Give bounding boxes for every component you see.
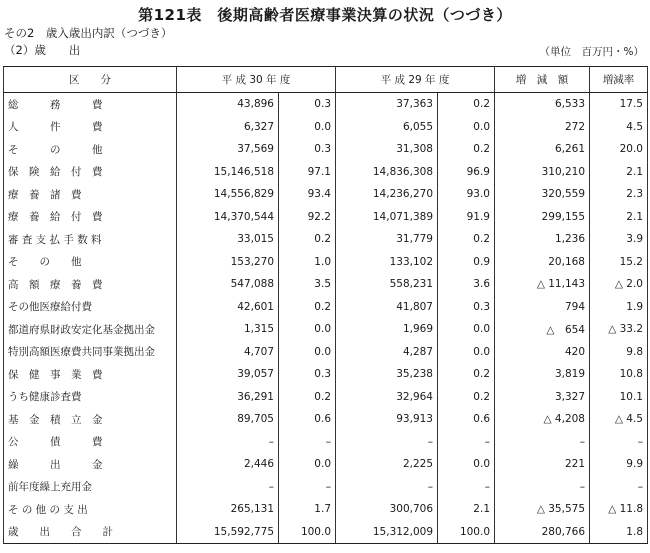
row-label: 療 養 諸 費 (4, 183, 177, 206)
row-label: 基 金 積 立 金 (4, 408, 177, 431)
value-h30: 89,705 (177, 408, 279, 431)
value-h29: 37,363 (336, 93, 438, 116)
change-amount: 280,766 (495, 521, 590, 544)
table-row (4, 93, 648, 116)
change-rate: △ 33.2 (590, 318, 648, 341)
change-rate: 9.8 (590, 341, 648, 364)
value-h30: 42,601 (177, 296, 279, 319)
table-row (4, 386, 648, 409)
table-row (4, 138, 648, 161)
share-h30: 0.0 (279, 116, 336, 139)
table-subtitle: （2）歳 出 (4, 43, 81, 57)
share-h30: – (279, 476, 336, 499)
row-label: その他医療給付費 (4, 296, 177, 319)
change-rate: – (590, 431, 648, 454)
change-amount: 6,261 (495, 138, 590, 161)
share-h30: 0.0 (279, 453, 336, 476)
unit-note: （単位 百万円・%） (539, 46, 644, 58)
change-rate: 2.1 (590, 161, 648, 184)
share-h30: 0.3 (279, 138, 336, 161)
value-h29: 300,706 (336, 498, 438, 521)
table-row (4, 341, 648, 364)
change-amount: 310,210 (495, 161, 590, 184)
table-row (4, 431, 648, 454)
share-h29: 3.6 (438, 273, 495, 296)
share-h29: 91.9 (438, 206, 495, 229)
value-h29: – (336, 476, 438, 499)
value-h30: 2,446 (177, 453, 279, 476)
row-label: 保 健 事 業 費 (4, 363, 177, 386)
table-header-row (4, 67, 648, 93)
change-amount: 299,155 (495, 206, 590, 229)
table-row (4, 273, 648, 296)
header-rate: 増減率 (590, 67, 648, 93)
share-h29: 93.0 (438, 183, 495, 206)
share-h29: 0.0 (438, 318, 495, 341)
table-row (4, 161, 648, 184)
value-h30: 1,315 (177, 318, 279, 341)
table-row (4, 251, 648, 274)
change-rate: 20.0 (590, 138, 648, 161)
row-label: そ の 他 の 支 出 (4, 498, 177, 521)
change-amount: – (495, 476, 590, 499)
value-h29: 14,236,270 (336, 183, 438, 206)
share-h29: 100.0 (438, 521, 495, 544)
value-h30: – (177, 431, 279, 454)
table-row (4, 453, 648, 476)
change-rate: △ 11.8 (590, 498, 648, 521)
value-h29: 2,225 (336, 453, 438, 476)
share-h29: 0.3 (438, 296, 495, 319)
change-amount: △ 654 (495, 318, 590, 341)
share-h30: 100.0 (279, 521, 336, 544)
header-h30: 平 成 30 年 度 (177, 67, 336, 93)
share-h30: 1.7 (279, 498, 336, 521)
value-h29: 14,071,389 (336, 206, 438, 229)
table-body (4, 93, 648, 544)
value-h30: 15,592,775 (177, 521, 279, 544)
row-label: 特別高額医療費共同事業拠出金 (4, 341, 177, 364)
row-label: そ の 他 (4, 138, 177, 161)
row-label: うち健康診査費 (4, 386, 177, 409)
share-h29: 96.9 (438, 161, 495, 184)
table-row (4, 228, 648, 251)
value-h30: 37,569 (177, 138, 279, 161)
value-h29: 4,287 (336, 341, 438, 364)
share-h30: 0.3 (279, 363, 336, 386)
share-h30: 97.1 (279, 161, 336, 184)
share-h30: 0.0 (279, 341, 336, 364)
change-rate: 4.5 (590, 116, 648, 139)
header-category: 区 分 (4, 67, 177, 93)
share-h30: 3.5 (279, 273, 336, 296)
value-h30: 6,327 (177, 116, 279, 139)
change-amount: 794 (495, 296, 590, 319)
change-rate: 9.9 (590, 453, 648, 476)
share-h29: 0.2 (438, 363, 495, 386)
table-row (4, 363, 648, 386)
share-h30: 93.4 (279, 183, 336, 206)
row-label: 都道府県財政安定化基金拠出金 (4, 318, 177, 341)
row-label: 総 務 費 (4, 93, 177, 116)
value-h29: 32,964 (336, 386, 438, 409)
share-h29: 0.6 (438, 408, 495, 431)
change-rate: 15.2 (590, 251, 648, 274)
change-rate: 2.3 (590, 183, 648, 206)
value-h29: 31,308 (336, 138, 438, 161)
table-row (4, 296, 648, 319)
change-rate: 17.5 (590, 93, 648, 116)
change-rate: 2.1 (590, 206, 648, 229)
share-h30: 0.3 (279, 93, 336, 116)
value-h30: 36,291 (177, 386, 279, 409)
value-h30: 43,896 (177, 93, 279, 116)
value-h30: 15,146,518 (177, 161, 279, 184)
change-amount: △ 4,208 (495, 408, 590, 431)
value-h30: – (177, 476, 279, 499)
value-h30: 14,556,829 (177, 183, 279, 206)
share-h30: 0.2 (279, 386, 336, 409)
change-rate: 10.1 (590, 386, 648, 409)
change-amount: △ 11,143 (495, 273, 590, 296)
header-diff: 増 減 額 (495, 67, 590, 93)
table-row (4, 116, 648, 139)
row-label: 審 査 支 払 手 数 料 (4, 228, 177, 251)
row-label: 高 額 療 養 費 (4, 273, 177, 296)
value-h29: 35,238 (336, 363, 438, 386)
value-h29: 1,969 (336, 318, 438, 341)
change-amount: 420 (495, 341, 590, 364)
share-h29: 0.9 (438, 251, 495, 274)
share-h29: 0.2 (438, 386, 495, 409)
share-h29: – (438, 476, 495, 499)
value-h29: 558,231 (336, 273, 438, 296)
change-amount: – (495, 431, 590, 454)
value-h29: 15,312,009 (336, 521, 438, 544)
row-label: 前年度繰上充用金 (4, 476, 177, 499)
value-h30: 547,088 (177, 273, 279, 296)
change-rate: 3.9 (590, 228, 648, 251)
change-amount: 221 (495, 453, 590, 476)
row-label: 人 件 費 (4, 116, 177, 139)
table-row (4, 521, 648, 544)
header-h29: 平 成 29 年 度 (336, 67, 495, 93)
page-title: 第121表 後期高齢者医療事業決算の状況（つづき） (138, 6, 512, 24)
change-amount: 6,533 (495, 93, 590, 116)
table-row (4, 476, 648, 499)
change-amount: 3,819 (495, 363, 590, 386)
value-h30: 14,370,544 (177, 206, 279, 229)
row-label: 療 養 給 付 費 (4, 206, 177, 229)
row-label: 公 債 費 (4, 431, 177, 454)
share-h29: – (438, 431, 495, 454)
share-h29: 0.2 (438, 138, 495, 161)
table-row (4, 408, 648, 431)
share-h30: 0.2 (279, 296, 336, 319)
value-h29: 41,807 (336, 296, 438, 319)
change-rate: – (590, 476, 648, 499)
change-rate: 1.8 (590, 521, 648, 544)
share-h29: 0.0 (438, 341, 495, 364)
change-amount: 320,559 (495, 183, 590, 206)
row-label: 繰 出 金 (4, 453, 177, 476)
value-h29: 6,055 (336, 116, 438, 139)
change-rate: 10.8 (590, 363, 648, 386)
change-amount: 20,168 (495, 251, 590, 274)
change-amount: 272 (495, 116, 590, 139)
change-amount: 1,236 (495, 228, 590, 251)
change-rate: 1.9 (590, 296, 648, 319)
share-h30: 1.0 (279, 251, 336, 274)
expenditure-table (3, 66, 648, 544)
row-label: 歳 出 合 計 (4, 521, 177, 544)
table-row (4, 183, 648, 206)
row-label: そ の 他 (4, 251, 177, 274)
value-h29: 93,913 (336, 408, 438, 431)
share-h30: 0.6 (279, 408, 336, 431)
row-label: 保 険 給 付 費 (4, 161, 177, 184)
share-h29: 2.1 (438, 498, 495, 521)
value-h29: – (336, 431, 438, 454)
share-h29: 0.2 (438, 93, 495, 116)
share-h30: – (279, 431, 336, 454)
value-h29: 14,836,308 (336, 161, 438, 184)
value-h30: 4,707 (177, 341, 279, 364)
value-h30: 265,131 (177, 498, 279, 521)
change-amount: △ 35,575 (495, 498, 590, 521)
share-h30: 92.2 (279, 206, 336, 229)
change-amount: 3,327 (495, 386, 590, 409)
value-h30: 33,015 (177, 228, 279, 251)
share-h29: 0.2 (438, 228, 495, 251)
change-rate: △ 4.5 (590, 408, 648, 431)
share-h30: 0.0 (279, 318, 336, 341)
value-h29: 31,779 (336, 228, 438, 251)
table-row (4, 318, 648, 341)
table-row (4, 206, 648, 229)
value-h30: 39,057 (177, 363, 279, 386)
share-h30: 0.2 (279, 228, 336, 251)
change-rate: △ 2.0 (590, 273, 648, 296)
value-h30: 153,270 (177, 251, 279, 274)
share-h29: 0.0 (438, 453, 495, 476)
value-h29: 133,102 (336, 251, 438, 274)
section-subtitle: その2 歳入歳出内訳（つづき） (4, 26, 173, 40)
table-row (4, 498, 648, 521)
share-h29: 0.0 (438, 116, 495, 139)
